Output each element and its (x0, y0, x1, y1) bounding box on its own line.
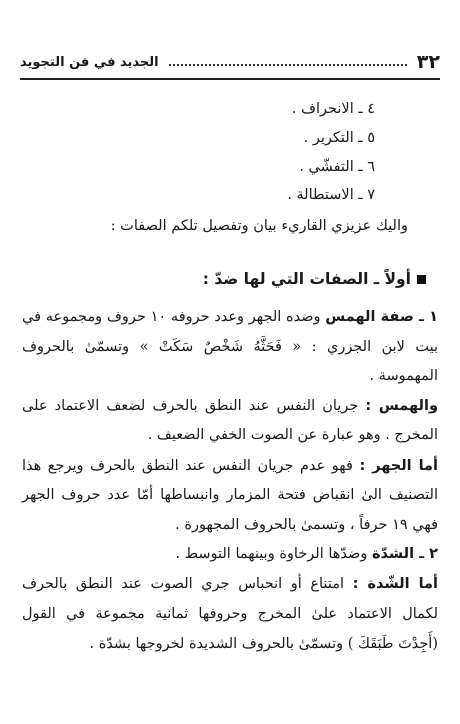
paragraph-line: المهموسة . (369, 368, 438, 384)
list-item: ٥ ـ التكرير . (303, 130, 375, 146)
page-header (20, 50, 440, 74)
paragraph-line: التصنيف الىٰ انقباض فتحة المزمار وانبساطها أمّا عدد حروف الجهر (22, 487, 438, 503)
paragraph-line: المخرج . وهو عبارة عن الصوت الخفي الضعيف . (147, 427, 438, 443)
paragraph-line: فهي ١٩ حرفاً ، وتسمىٰ بالحروف المجهورة . (175, 517, 438, 533)
header-rule (20, 78, 440, 80)
paragraph-line: (أَجِدْتَ طَبَقَكَ ) وتسمّىٰ بالحروف الشديدة لخروجها بشدّة . (89, 636, 438, 652)
list-item: ٦ ـ التفشّي . (299, 159, 375, 175)
square-bullet-icon (417, 275, 426, 284)
paragraph-line: ١ ـ صفة الهمس وضده الجهر وعدد حروفه ١٠ حروف ومجموعه في (22, 309, 439, 325)
paragraph-line: ٢ ـ الشدّة وضدّها الرخاوة وبينهما التوسط . (175, 546, 438, 562)
dotted-leader (169, 64, 407, 66)
list-item: ٤ ـ الانحراف . (291, 101, 375, 117)
list-item: ٧ ـ الاستطالة . (287, 187, 375, 203)
section-heading-text: أولاً ـ الصفات التي لها ضدّ : (202, 270, 411, 288)
paragraph-line: أما الشّدة : امتناع أو انحباس جري الصوت عند النطق بالحرف (22, 576, 438, 592)
intro-text: واليك عزيزي القاريء بيان وتفصيل تلكم الصفات : (110, 218, 408, 234)
paragraph-line: أما الجهر : فهو عدم جريان النفس عند النطق بالحرف ويرجع هذا (22, 458, 438, 474)
paragraph-line: بيت لابن الجزري : « فَحَثَّهُ شَخْصٌ سَكَتْ » وتسمّىٰ بالحروف (22, 339, 438, 355)
running-title: الجديد في فن التجويد (20, 54, 159, 70)
paragraph-line: والهمس : جريان النفس عند النطق بالحرف لضعف الاعتماد على (22, 398, 438, 414)
page-number: ٣٢ (416, 51, 440, 73)
paragraph-line: لكمال الاعتماد علىٰ المخرج وحروفها ثمانية مجموعة في القول (22, 606, 438, 622)
section-heading (203, 266, 426, 292)
